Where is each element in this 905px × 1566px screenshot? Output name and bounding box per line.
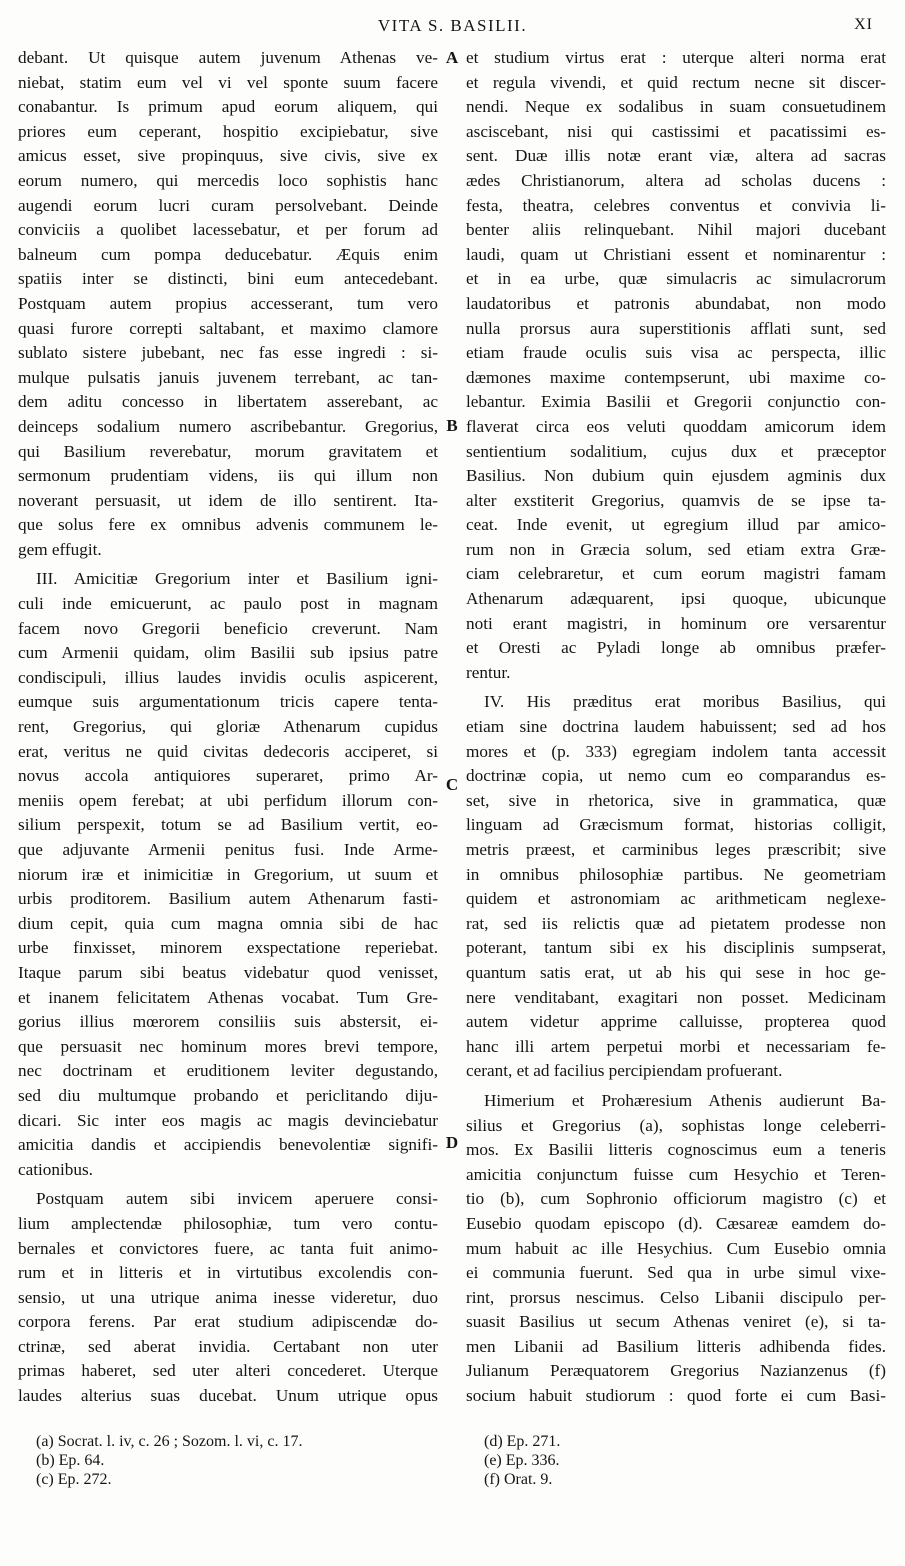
text-line: III. Amicitiæ Gregorium inter et Basilium igni-	[36, 569, 438, 589]
text-line: sensio, ut una utrique anima inesse videretur, duo	[18, 1287, 438, 1307]
margin-letter-a: A	[445, 48, 459, 67]
text-line: ciam celebraretur, et cum eorum magistri famam	[466, 564, 886, 584]
text-line: rum non in Græcia solum, sed etiam extra Græ-	[466, 539, 886, 559]
text-line: ctrinæ, sed aberat invidia. Certabant non uter	[18, 1336, 438, 1356]
text-line: et regula vivendi, et quid rectum necne sit discer-	[466, 72, 886, 92]
text-line: dem aditu concesso in libertatem asserebant, ac	[18, 392, 438, 412]
text-line: linguam ad Græcismum format, historias colligit,	[466, 815, 886, 835]
text-line: quantum satis erat, ut ab his qui sese in hoc ge-	[466, 962, 886, 982]
text-line: Postquam autem propius accesserant, tum vero	[18, 293, 438, 313]
text-line: socium habuit studiorum : quod forte ei cum Basi-	[466, 1386, 886, 1406]
text-line: autem videtur apprime calluisse, propterea quod	[466, 1012, 886, 1032]
right-text-column	[466, 46, 886, 1409]
text-line: et studium virtus erat : uterque alteri norma erat	[466, 48, 886, 67]
text-line: silium perspexit, totum se ad Basilium vertit, eo-	[18, 815, 438, 835]
text-line: urbe finxisset, minorem exspectatione reperiebat.	[18, 938, 438, 958]
text-line: laudatoribus et patronis abundabat, non modo	[466, 293, 886, 313]
text-line: rentur.	[466, 662, 511, 682]
text-line: primas haberet, sed uter alteri concederet. Uterque	[18, 1361, 438, 1381]
text-line: Himerium et Prohæresium Athenis audierunt Ba-	[484, 1090, 886, 1110]
page-title: VITA S. BASILII.	[377, 16, 528, 35]
footnote: (c) Ep. 272.	[36, 1471, 112, 1488]
footnote: (d) Ep. 271.	[484, 1433, 561, 1450]
text-line: sermonum prudentiam videns, iis qui illum non	[18, 466, 438, 486]
text-line: nec doctrinam et eruditionem leviter degustando,	[18, 1061, 438, 1081]
text-line: sed diu multumque probando et periclitando diju-	[18, 1085, 438, 1105]
text-line: que adjuvante Armenii penitus fusi. Inde Arme-	[18, 840, 438, 859]
text-line: amicitia dandis et accipiendis benevolentiæ signifi-	[18, 1135, 438, 1155]
text-line: metris præest, et carminibus leges præscribit; sive	[466, 840, 886, 859]
text-line: etiam fraude oculis suis visa ac perspecta, illic	[466, 343, 886, 363]
text-line: gem effugit.	[18, 539, 102, 559]
margin-letter-d: D	[445, 1133, 459, 1152]
text-line: etiam sine doctrina laudem habuissent; sed ad hos	[466, 717, 886, 737]
text-line: lebantur. Eximia Basilii et Gregorii conjunctio con-	[466, 392, 886, 412]
text-line: rat, sed iis relictis quæ ad pietatem prodesse non	[466, 913, 886, 933]
text-line: nere venditabant, exagitari non posset. Medicinam	[466, 987, 886, 1007]
text-line: que persuasit nec hominum mores brevi tempore,	[18, 1036, 438, 1056]
text-line: doctrinæ copia, ut nemo cum eo comparandus es-	[466, 766, 886, 786]
text-line: priores eum ceperant, hospitio excipiebatur, sive	[18, 121, 438, 141]
text-line: quasi furore correpti saltabant, et maximo clamore	[18, 318, 438, 338]
text-line: deinceps sodalium numero ascribebantur. Gregorius,	[18, 416, 438, 436]
text-line: mulque pulsatis januis juvenem terrebant, ac tan-	[18, 367, 438, 387]
text-line: laudes alterius suas ducebat. Unum utrique opus	[18, 1386, 438, 1406]
text-line: spatiis inter se distincti, bini eum antecedebant.	[18, 269, 438, 289]
text-line: meniis opem ferebat; at ubi perfidum illorum con-	[18, 790, 438, 810]
text-line: silius et Gregorius (a), sophistas longe celeberri-	[466, 1115, 886, 1135]
page-number: XI	[854, 16, 873, 33]
text-line: rent, Gregorius, qui gloriæ Athenarum cupidus	[18, 717, 438, 737]
text-line: mum habuit ac ille Hesychius. Cum Eusebio omnia	[466, 1238, 886, 1258]
text-line: hanc illi artem perpetui morbi et necessariam fe-	[466, 1036, 886, 1056]
text-line: balneum cum pompa deducebatur. Æquis enim	[18, 244, 438, 264]
footnote: (e) Ep. 336.	[484, 1452, 560, 1469]
text-line: mores et (p. 333) egregiam indolem tanta accessit	[466, 741, 886, 761]
text-line: erat, veritus ne quid civitas dedecoris acciperet, si	[18, 741, 438, 761]
text-line: debant. Ut quisque autem juvenum Athenas ve-	[18, 48, 438, 67]
text-line: dium cepit, quia cum magna omnia sibi de hac	[18, 913, 438, 933]
text-line: et inanem felicitatem Athenas vocabat. Tum Gre-	[18, 987, 438, 1007]
footnotes-right	[484, 1432, 560, 1489]
text-line: festa, theatra, celebres conventus et convivia li-	[466, 195, 886, 215]
text-line: noverant persuasit, ut idem de illo sentirent. Ita-	[18, 490, 438, 510]
text-line: amicitia conjunctum fuisse cum Hesychio et Teren-	[466, 1164, 886, 1184]
text-line: dæmones maxime contempserunt, ubi maxime co-	[466, 367, 886, 387]
text-line: augendi eorum lucri curam persolvebant. Deinde	[18, 195, 438, 215]
text-line: Eusebio quodam episcopo (d). Cæsareæ eamdem do-	[466, 1213, 886, 1233]
text-line: suasit Basilius ut secum Athenas veniret (e), si ta-	[466, 1312, 886, 1332]
text-line: facem novo Gregorii beneficio creverunt. Nam	[18, 618, 438, 638]
text-line: condiscipuli, illius laudes invidis oculis aspicerent,	[18, 667, 438, 687]
text-line: que solus fere ex omnibus advenis communem le-	[18, 515, 438, 535]
text-line: novus accola antiquiores superaret, primo Ar-	[18, 766, 438, 786]
text-line: eumque suis argumentationum tricis capere tenta-	[18, 692, 438, 712]
text-line: et in ea urbe, quæ simulacris ac simulacrorum	[466, 269, 886, 289]
text-line: ei communia fuerunt. Sed qua in urbe simul vixe-	[466, 1263, 886, 1283]
text-line: nendi. Neque ex sodalibus in suam consuetudinem	[466, 97, 886, 117]
text-line: alter exstiterit Gregorius, quamvis de se ipse ta-	[466, 490, 886, 510]
text-line: rum et in litteris et in virtutibus excolendis con-	[18, 1263, 438, 1283]
text-line: laudi, quam ut Christiani essent et nominarentur :	[466, 244, 886, 264]
text-line: conabantur. Is primum apud eorum aliquem, qui	[18, 97, 438, 117]
text-line: qui Basilium reverebatur, morum gravitatem et	[18, 441, 438, 461]
text-line: sublato sistere jubebant, nec fas esse ingredi : si-	[18, 343, 438, 363]
margin-letter-b: B	[446, 416, 458, 435]
text-line: niebat, statim eum vel vi vel sponte suum facere	[18, 72, 438, 92]
text-line: ædes Christianorum, altera ad scholas ducens :	[466, 170, 886, 190]
text-line: Athenarum adæquarent, ipsi quoque, ubicunque	[466, 589, 886, 609]
margin-letter-c: C	[445, 775, 459, 794]
text-line: Postquam autem sibi invicem aperuere consi-	[36, 1189, 438, 1209]
text-line: corpora ferens. Par erat studium adipiscendæ do-	[18, 1312, 438, 1332]
text-line: conviciis a quolibet lacessebatur, et per forum ad	[18, 220, 438, 240]
text-line: benter aliis relinquebant. Nihil majori ducebant	[466, 220, 886, 240]
text-line: niorum iræ et inimicitiæ in Gregorium, ut suum et	[18, 864, 438, 884]
text-line: Julianum Peræquatorem Gregorius Nazianzenus (f)	[466, 1361, 886, 1381]
footnote: (f) Orat. 9.	[484, 1471, 553, 1488]
text-line: cerant, et ad facilius percipiendam profuerant.	[466, 1061, 783, 1081]
text-line: nulla prorsus aura superstitionis afflati sunt, sed	[466, 318, 886, 338]
text-line: gorius illius mœrorem consiliis suis abstersit, ei-	[18, 1012, 438, 1032]
text-line: Itaque parum sibi beatus videbatur quod venisset,	[18, 962, 438, 982]
text-line: culi inde emicuerunt, ac paulo post in magnam	[18, 594, 438, 614]
text-line: amicus esset, sive propinquus, sive civis, sive ex	[18, 146, 438, 166]
text-line: men Libanii ad Basilium litteris adhibenda fides.	[466, 1336, 886, 1356]
text-line: bernales et convictores fuere, ac tanta fuit animo-	[18, 1238, 438, 1258]
text-line: quidem et astronomiam ac arithmeticam neglexe-	[466, 889, 886, 909]
text-line: asciscebant, nisi qui castissimi et pacatissimi es-	[466, 121, 886, 141]
text-line: ceat. Inde evenit, ut egregium illud par amico-	[466, 515, 886, 535]
text-line: flaverat circa eos veluti quoddam amicorum idem	[466, 416, 886, 436]
running-head	[0, 14, 905, 38]
text-line: urbis proditorem. Basilium autem Athenarum fasti-	[18, 889, 438, 909]
text-line: eorum numero, qui mercedis loco sophistis hanc	[18, 170, 438, 190]
text-line: set, sive in rhetorica, sive in grammatica, quæ	[466, 790, 886, 810]
text-line: dicari. Sic inter eos magis ac magis devinciebatur	[18, 1110, 438, 1130]
text-line: IV. His præditus erat moribus Basilius, qui	[484, 692, 886, 712]
footnote: (a) Socrat. l. iv, c. 26 ; Sozom. l. vi, c. 17.	[36, 1433, 303, 1450]
text-line: Basilius. Non dubium quin ejusdem agminis dux	[466, 466, 886, 486]
text-line: rint, prorsus nescimus. Celso Libanii discipulo per-	[466, 1287, 886, 1307]
text-line: sent. Duæ illis notæ erant viæ, altera ad sacras	[466, 146, 886, 166]
text-line: mos. Ex Basilii litteris cognoscimus eum a teneris	[466, 1140, 886, 1160]
text-line: tio (b), cum Sophronio officiorum magistro (c) et	[466, 1189, 886, 1209]
text-line: lium amplectendæ philosophiæ, tum vero contu-	[18, 1213, 438, 1233]
text-line: poterant, tantum sibi ex his disciplinis sumpserat,	[466, 938, 886, 958]
text-line: in omnibus philosophiæ partibus. Ne geometriam	[466, 864, 886, 884]
text-line: et Oresti ac Pyladi longe ab omnibus præfer-	[466, 638, 886, 658]
text-line: cationibus.	[18, 1159, 93, 1179]
left-text-column	[18, 46, 438, 1409]
text-line: noti erant magistri, in hominum ore versarentur	[466, 613, 886, 633]
text-line: sentientium sodalitium, cujus dux et præceptor	[466, 441, 886, 461]
footnote: (b) Ep. 64.	[36, 1452, 105, 1469]
footnotes-left	[36, 1432, 302, 1489]
text-line: cum Armenii quidam, olim Basilii sub ipsius patre	[18, 643, 438, 663]
